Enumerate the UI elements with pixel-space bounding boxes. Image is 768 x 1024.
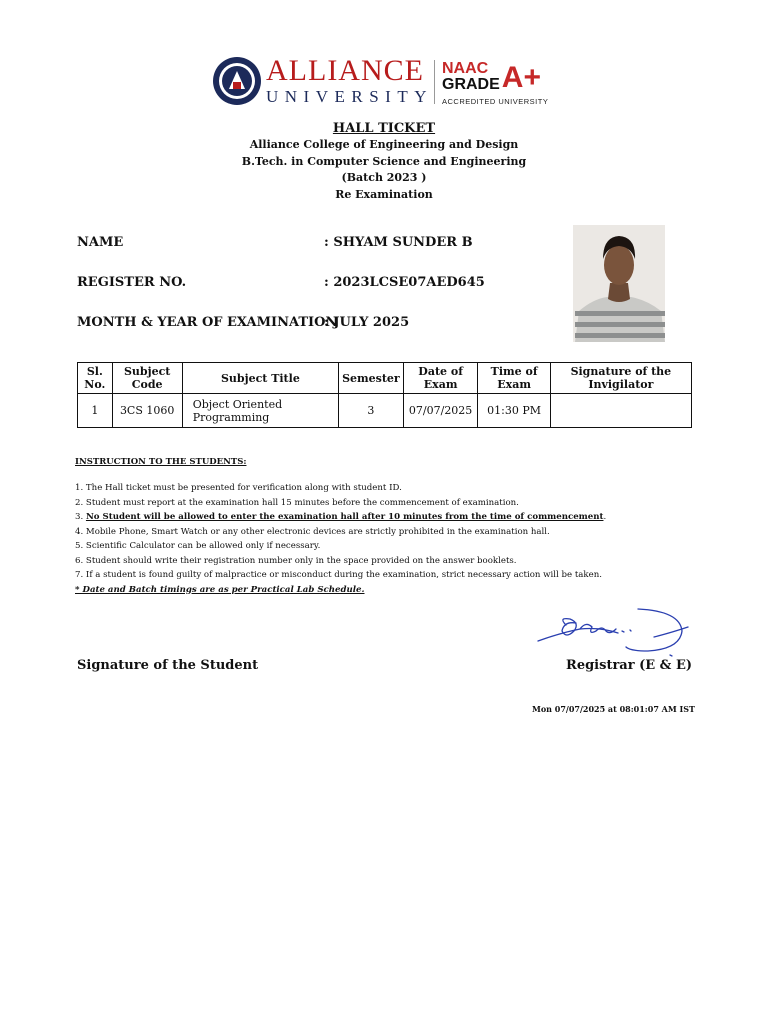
exam-month-value: : JULY 2025: [324, 315, 410, 330]
generated-timestamp: Mon 07/07/2025 at 08:01:07 AM IST: [531, 704, 695, 714]
instruction-item: 2. Student must report at the examination hall 15 minutes before the commencement of examination.: [75, 497, 519, 508]
registrar-signature-image: [530, 603, 695, 658]
column-header: Semester: [339, 363, 404, 394]
university-seal-icon: [212, 56, 262, 106]
brand-main-text: ALLIANCE: [266, 54, 424, 87]
instruction-item: 4. Mobile Phone, Smart Watch or any other electronic devices are strictly prohibited in the examination hall.: [75, 526, 550, 537]
name-value: : SHYAM SUNDER B: [324, 235, 473, 250]
schedule-note: * Date and Batch timings are as per Practical Lab Schedule.: [75, 584, 365, 595]
student-photo: [573, 225, 665, 342]
university-logo: [266, 54, 433, 106]
instruction-number: 3.: [75, 512, 86, 522]
exam-month-label: MONTH & YEAR OF EXAMINATION: [77, 315, 338, 330]
naac-logo: [442, 59, 566, 106]
student-signature-label: Signature of the Student: [77, 658, 259, 673]
naac-label: NAAC: [442, 60, 489, 77]
instruction-emphasis: No Student will be allowed to enter the examination hall after 10 minutes from the time of commencement: [85, 512, 604, 522]
column-header: Sl. No.: [78, 363, 113, 394]
subject-code-cell: 3CS 1060: [112, 394, 182, 428]
column-header: Time of Exam: [478, 363, 550, 394]
batch: (Batch 2023 ): [341, 171, 427, 184]
brand-sub-text: UNIVERSITY: [266, 87, 433, 106]
naac-grade: A+: [501, 61, 541, 94]
table-header-row: [78, 363, 692, 394]
column-header: Date of Exam: [403, 363, 478, 394]
register-no-label: REGISTER NO.: [77, 275, 187, 290]
instruction-punctuation: .: [603, 512, 607, 522]
instructions-list: [75, 481, 715, 597]
column-header: Subject Code: [112, 363, 182, 394]
instruction-item: 5. Scientific Calculator can be allowed only if necessary.: [75, 541, 321, 551]
name-label: NAME: [77, 235, 124, 250]
sl-no-cell: 1: [78, 394, 113, 428]
exam-date-cell: 07/07/2025: [403, 394, 478, 428]
subject-title-cell: Object Oriented Programming: [182, 394, 338, 428]
exam-time-cell: 01:30 PM: [478, 394, 550, 428]
instruction-item: 1. The Hall ticket must be presented for verification along with student ID.: [75, 483, 402, 493]
invigilator-signature-cell: [550, 394, 691, 428]
logo-divider: [434, 60, 435, 104]
instruction-item: 6. Student should write their registration number only in the space provided on the answer booklets.: [75, 555, 517, 566]
column-header: Signature of the Invigilator: [550, 363, 691, 394]
column-header: Subject Title: [182, 363, 338, 394]
naac-accreditation-text: ACCREDITED UNIVERSITY: [442, 97, 549, 106]
table-row: [78, 394, 692, 428]
page-title: HALL TICKET: [332, 121, 436, 136]
naac-grade-label: GRADE: [442, 76, 500, 93]
exam-schedule-table: [77, 362, 692, 428]
semester-cell: 3: [339, 394, 404, 428]
college-name: Alliance College of Engineering and Design: [249, 138, 519, 151]
instructions-title: INSTRUCTION TO THE STUDENTS:: [75, 457, 247, 467]
instruction-item: [75, 510, 715, 525]
program-name: B.Tech. in Computer Science and Engineering: [241, 154, 527, 168]
document-title-block: [0, 121, 768, 203]
register-no-value: : 2023LCSE07AED645: [324, 275, 485, 290]
exam-type: Re Examination: [335, 187, 433, 201]
instruction-item: 7. If a student is found guilty of malpractice or misconduct during the examination, strict necessary action will be taken.: [75, 570, 602, 580]
registrar-label: Registrar (E & E): [566, 658, 692, 673]
